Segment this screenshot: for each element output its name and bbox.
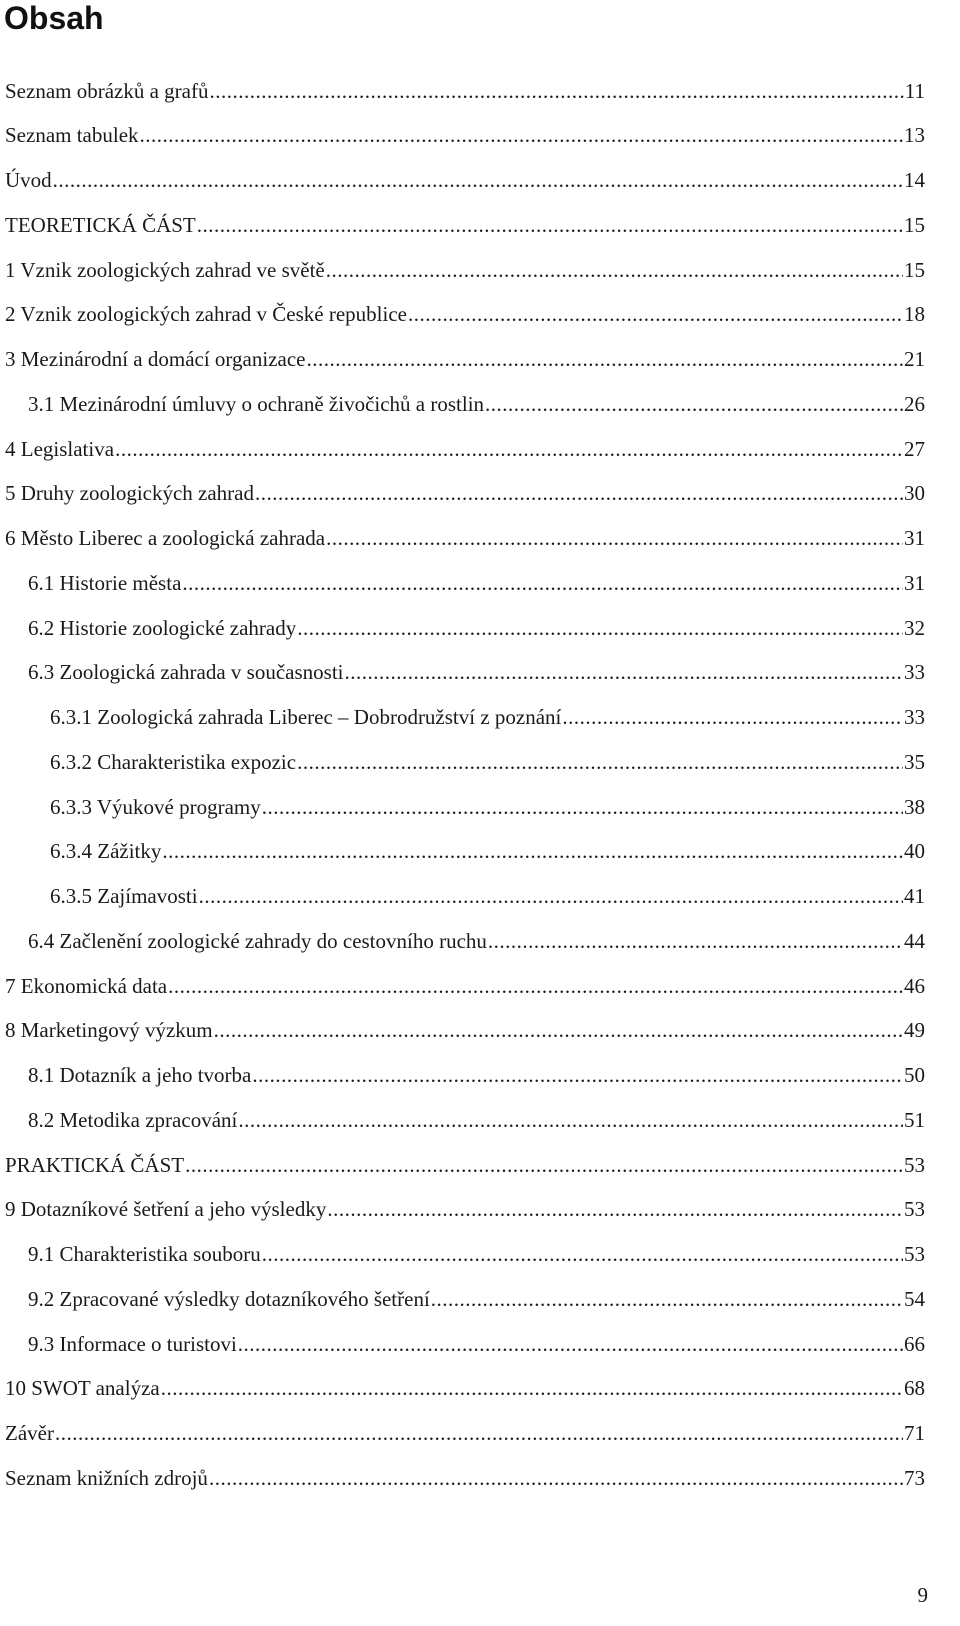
toc-entry-page: 32	[904, 615, 925, 640]
toc-entry-title: TEORETICKÁ ČÁST	[5, 212, 196, 237]
toc-entry[interactable]	[28, 381, 925, 427]
toc-entry[interactable]	[5, 1142, 925, 1188]
dot-leader	[140, 123, 903, 148]
toc-entry-title: 9.2 Zpracované výsledky dotazníkového šetření	[28, 1286, 430, 1311]
dot-leader	[209, 1466, 903, 1491]
toc-entry-page: 40	[904, 839, 925, 864]
toc-entry-page: 53	[904, 1242, 925, 1266]
toc-entry-page: 73	[904, 1465, 925, 1490]
toc-entry-page: 51	[904, 1107, 925, 1132]
toc-entry[interactable]	[5, 426, 925, 472]
toc-entry[interactable]	[5, 337, 925, 383]
toc-entry[interactable]	[5, 1008, 925, 1054]
toc-entry-page: 50	[904, 1063, 925, 1087]
dot-leader	[53, 168, 903, 193]
toc-entry-title: Závěr	[5, 1421, 54, 1445]
toc-entry-page: 31	[904, 570, 925, 595]
toc-entry-page: 26	[904, 391, 925, 416]
toc-entry-page: 15	[904, 257, 925, 282]
dot-leader	[345, 660, 904, 685]
toc-entry[interactable]	[5, 471, 925, 517]
toc-entry-title: 6.2 Historie zoologické zahrady	[28, 615, 297, 640]
toc-entry[interactable]	[5, 247, 925, 293]
toc-entry-title: 2 Vznik zoologických zahrad v České republice	[5, 302, 407, 327]
toc-entry-page: 21	[904, 347, 925, 371]
toc-entry-page: 66	[904, 1331, 925, 1356]
toc-entry-title: 1 Vznik zoologických zahrad ve světě	[5, 257, 325, 282]
dot-leader	[214, 1018, 903, 1043]
toc-entry-title: 6.3.3 Výukové programy	[50, 794, 261, 819]
toc-entry-page: 14	[904, 168, 925, 192]
dot-leader	[255, 481, 903, 506]
dot-leader	[199, 884, 903, 909]
dot-leader	[408, 302, 903, 327]
toc-entry[interactable]	[5, 963, 925, 1009]
dot-leader	[327, 1197, 903, 1222]
toc-entry[interactable]	[5, 292, 925, 338]
dot-leader	[115, 437, 903, 462]
toc-entry-page: 68	[904, 1376, 925, 1401]
toc-entry-page: 53	[904, 1152, 925, 1177]
toc-entry-title: 9.1 Charakteristika souboru	[28, 1242, 261, 1266]
toc-entry[interactable]	[5, 1411, 925, 1457]
toc-entry-page: 33	[904, 660, 925, 685]
dot-leader	[431, 1287, 903, 1312]
toc-entry-title: Seznam obrázků a grafů	[5, 78, 209, 103]
toc-entry[interactable]	[5, 1455, 925, 1501]
dot-leader	[238, 1108, 903, 1133]
toc-entry-title: 3 Mezinárodní a domácí organizace	[5, 347, 306, 371]
dot-leader	[161, 1376, 903, 1401]
toc-entry-title: 3.1 Mezinárodní úmluvy o ochraně živočichů a rostlin	[28, 391, 485, 416]
toc-entry[interactable]	[5, 516, 925, 562]
toc-entry[interactable]	[5, 68, 925, 114]
toc-entry-title: 8.2 Metodika zpracování	[28, 1107, 238, 1132]
toc-entry[interactable]	[28, 650, 925, 696]
toc-entry[interactable]	[28, 1232, 925, 1278]
dot-leader	[168, 974, 903, 999]
dot-leader	[297, 616, 903, 641]
toc-entry-title: 6.3.4 Zážitky	[50, 839, 162, 864]
toc-entry-page: 18	[904, 302, 925, 327]
toc-entry-title: 7 Ekonomická data	[5, 973, 168, 998]
toc-entry-page: 54	[904, 1286, 925, 1311]
toc-entry-title: 6.4 Začlenění zoologické zahrady do cestovního ruchu	[28, 928, 487, 953]
toc-entry-page: 46	[904, 973, 925, 998]
toc-entry-title: 8 Marketingový výzkum	[5, 1018, 213, 1043]
toc-entry-title: 6 Město Liberec a zoologická zahrada	[5, 526, 326, 550]
toc-entry-page: 33	[904, 705, 925, 729]
toc-entry-title: 6.3.2 Charakteristika expozic	[50, 749, 297, 774]
toc-entry[interactable]	[28, 1276, 925, 1322]
toc-entry-title: 9.3 Informace o turistovi	[28, 1331, 237, 1356]
dot-leader	[485, 392, 903, 417]
toc-entry-page: 13	[904, 123, 925, 148]
toc-entry[interactable]	[50, 784, 925, 830]
toc-entry-page: 27	[904, 436, 925, 461]
toc-entry[interactable]	[28, 560, 925, 606]
toc-entry-title: Seznam knižních zdrojů	[5, 1465, 208, 1490]
dot-leader	[326, 526, 903, 551]
toc-entry[interactable]	[50, 695, 925, 741]
toc-entry[interactable]	[28, 1321, 925, 1367]
toc-entry-title: 8.1 Dotazník a jeho tvorba	[28, 1063, 252, 1087]
toc-entry-page: 41	[904, 884, 925, 908]
toc-entry-title: Úvod	[5, 168, 52, 192]
page-number: 9	[917, 1583, 928, 1607]
dot-leader	[185, 1153, 903, 1178]
dot-leader	[306, 347, 903, 372]
dot-leader	[488, 929, 903, 954]
dot-leader	[262, 1242, 903, 1267]
toc-entry-title: Seznam tabulek	[5, 123, 139, 148]
toc-entry-page: 49	[904, 1018, 925, 1043]
dot-leader	[262, 795, 903, 820]
toc-entry-title: PRAKTICKÁ ČÁST	[5, 1152, 185, 1177]
toc-entry[interactable]	[50, 739, 925, 785]
page-title: Obsah	[4, 0, 104, 36]
dot-leader	[252, 1063, 903, 1088]
dot-leader	[297, 750, 903, 775]
toc-entry-page: 44	[904, 928, 925, 953]
toc-entry-title: 6.3 Zoologická zahrada v současnosti	[28, 660, 344, 685]
toc-entry[interactable]	[28, 1053, 925, 1099]
toc-entry-page: 15	[904, 212, 925, 237]
toc-entry-title: 5 Druhy zoologických zahrad	[5, 481, 254, 506]
dot-leader	[326, 258, 903, 283]
toc-entry[interactable]	[5, 158, 925, 204]
dot-leader	[162, 839, 903, 864]
dot-leader	[182, 571, 903, 596]
dot-leader	[238, 1332, 903, 1357]
toc-entry[interactable]	[5, 202, 925, 248]
toc-entry-title: 9 Dotazníkové šetření a jeho výsledky	[5, 1197, 327, 1222]
toc-entry-title: 6.1 Historie města	[28, 570, 182, 595]
toc-entry-title: 6.3.1 Zoologická zahrada Liberec – Dobrodružství z poznání	[50, 705, 562, 729]
toc-entry[interactable]	[50, 829, 925, 875]
toc-entry-title: 6.3.5 Zajímavosti	[50, 884, 198, 908]
toc-entry-title: 10 SWOT analýza	[5, 1376, 160, 1401]
dot-leader	[210, 79, 904, 104]
toc-entry-title: 4 Legislativa	[5, 436, 115, 461]
toc-entry[interactable]	[5, 1366, 925, 1412]
toc-entry[interactable]	[50, 874, 925, 920]
toc-entry-page: 31	[904, 526, 925, 550]
toc-entry-page: 35	[904, 749, 925, 774]
toc-entry-page: 38	[904, 794, 925, 819]
dot-leader	[55, 1421, 903, 1446]
dot-leader	[197, 213, 903, 238]
toc-entry-page: 11	[904, 78, 925, 103]
toc-entry-page: 71	[904, 1421, 925, 1445]
toc-entry[interactable]	[28, 918, 925, 964]
toc-entry[interactable]	[5, 113, 925, 159]
toc-entry-page: 30	[904, 481, 925, 506]
toc-entry[interactable]	[5, 1187, 925, 1233]
toc-entry[interactable]	[28, 605, 925, 651]
toc-entry-page: 53	[904, 1197, 925, 1222]
dot-leader	[562, 705, 903, 730]
toc-entry[interactable]	[28, 1097, 925, 1143]
